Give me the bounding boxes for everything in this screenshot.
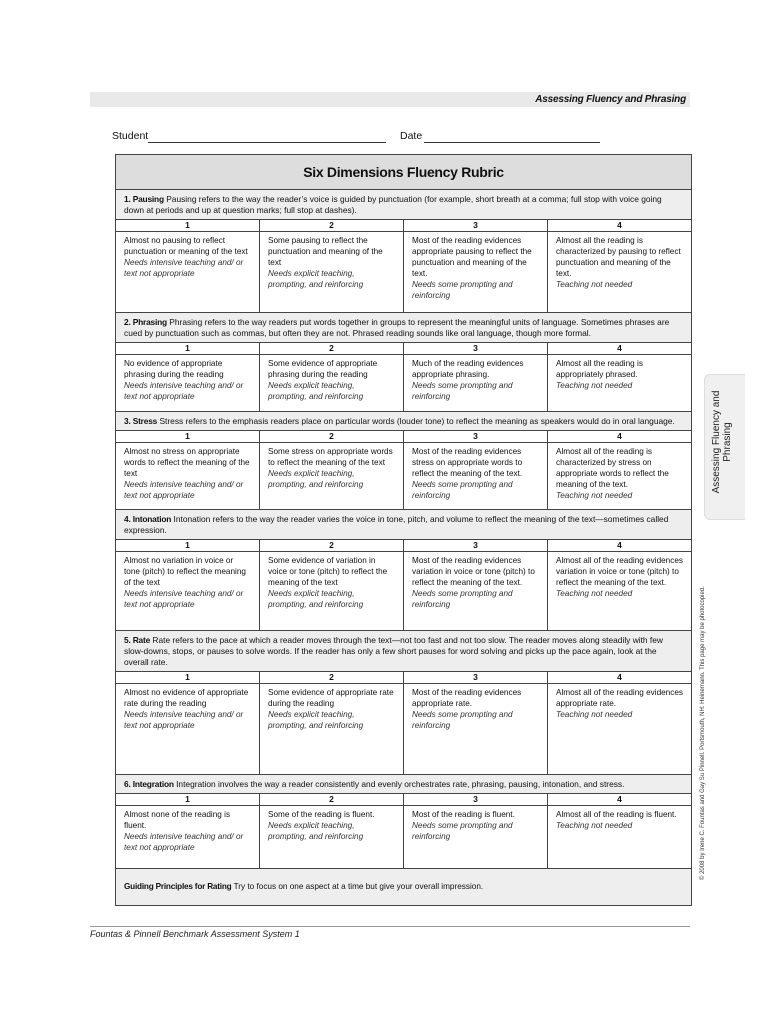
rating-cell[interactable] (548, 552, 691, 630)
rating-cell[interactable] (548, 232, 691, 312)
rating-description: Some stress on appropriate words to reflect the meaning of the text (268, 447, 393, 467)
rating-number: 2 (260, 672, 403, 684)
rating-cell[interactable] (260, 806, 403, 868)
rating-number: 1 (116, 540, 259, 552)
section-description (116, 775, 691, 793)
rating-note: Teaching not needed (556, 821, 633, 830)
section-name: 3. Stress (124, 416, 158, 426)
rating-number: 1 (116, 220, 259, 232)
rating-column (116, 431, 259, 509)
section-desc-text: Rate refers to the pace at which a reader moves through the text—not too fast and not too slow. The reader moves along steadily with few slow-downs, stops, or pauses to solve words. If the reader has only a few short pauses for word solving and picks up the pace again, look at the overall rate. (124, 635, 663, 667)
rating-number: 3 (404, 540, 547, 552)
rating-cell[interactable] (116, 552, 259, 630)
rating-column (259, 343, 403, 411)
rating-note: Needs explicit teaching, prompting, and reinforcing (268, 821, 364, 841)
rating-note: Needs some prompting and reinforcing (412, 280, 513, 300)
rating-number: 4 (548, 343, 691, 355)
rating-column (116, 343, 259, 411)
section-description (116, 190, 691, 219)
rating-note: Teaching not needed (556, 589, 633, 598)
rating-note: Needs intensive teaching and/ or text not appropriate (124, 710, 244, 730)
rating-note: Teaching not needed (556, 710, 633, 719)
rating-column (403, 672, 547, 774)
rating-cell[interactable] (116, 355, 259, 411)
section-desc-text: Intonation refers to the way the reader varies the voice in tone, pitch, and volume to reflect the meaning of the text—sometimes called expression. (124, 514, 669, 535)
rating-note: Needs some prompting and reinforcing (412, 821, 513, 841)
rating-cell[interactable] (404, 552, 547, 630)
rating-number: 3 (404, 220, 547, 232)
rating-column (547, 672, 691, 774)
rating-note: Needs explicit teaching, prompting, and reinforcing (268, 710, 364, 730)
rating-cell[interactable] (404, 806, 547, 868)
rating-cell[interactable] (404, 232, 547, 312)
rating-description: Some evidence of appropriate phrasing during the reading (268, 359, 378, 379)
rating-column (259, 540, 403, 630)
rating-number: 2 (260, 220, 403, 232)
rating-column (116, 540, 259, 630)
rating-column (259, 220, 403, 312)
section-name: 6. Integration (124, 779, 174, 789)
rating-column (116, 794, 259, 868)
rating-number: 3 (404, 343, 547, 355)
rating-row (116, 671, 691, 775)
rating-description: Almost all of the reading evidences appropriate rate. (556, 688, 683, 708)
rating-description: Most of the reading evidences appropriate pausing to reflect the punctuation and meaning of the text. (412, 236, 532, 278)
section-name: 5. Rate (124, 635, 151, 645)
section-name: 1. Pausing (124, 194, 164, 204)
rating-column (547, 794, 691, 868)
rating-note: Needs some prompting and reinforcing (412, 710, 513, 730)
rating-row (116, 219, 691, 313)
rating-description: Some evidence of variation in voice or tone (pitch) to reflect the meaning of the text (268, 556, 388, 587)
rating-description: Most of the reading evidences appropriate rate. (412, 688, 522, 708)
rating-description: Most of the reading evidences variation in voice or tone (pitch) to reflect the meaning of the text. (412, 556, 535, 587)
rating-description: Some evidence of appropriate rate during the reading (268, 688, 394, 708)
rating-note: Teaching not needed (556, 491, 633, 500)
guiding-text: Try to focus on one aspect at a time but give your overall impression. (233, 882, 484, 891)
rating-description: No evidence of appropriate phrasing during the reading (124, 359, 224, 379)
rating-number: 1 (116, 431, 259, 443)
copyright-notice: © 2008 by Irene C. Fountas and Gay Su Pinnell. Portsmouth, NH: Heinemann. This page may be photocopied. (700, 586, 706, 880)
rating-column (403, 431, 547, 509)
rating-column (259, 672, 403, 774)
rating-column (403, 540, 547, 630)
rating-column (547, 431, 691, 509)
rating-note: Needs some prompting and reinforcing (412, 480, 513, 500)
section-desc-text: Pausing refers to the way the reader’s voice is guided by punctuation (for example, short breath at a comma; full stop with voice going down at periods and up at question marks; full stop at dashes). (124, 194, 662, 215)
rating-description: Almost no stress on appropriate words to reflect the meaning of the text (124, 447, 250, 478)
rating-description: Almost all of the reading evidences variation in voice or tone (pitch) to reflect the meaning of the text. (556, 556, 683, 587)
rating-note: Needs intensive teaching and/ or text not appropriate (124, 258, 244, 278)
rating-description: Almost no variation in voice or tone (pitch) to reflect the meaning of the text (124, 556, 246, 587)
rating-column (547, 540, 691, 630)
rating-description: Almost all the reading is appropriately phrased. (556, 359, 643, 379)
rating-row (116, 539, 691, 631)
rating-note: Needs intensive teaching and/ or text not appropriate (124, 832, 244, 852)
rating-column (547, 343, 691, 411)
rating-description: Some of the reading is fluent. (268, 810, 375, 819)
rating-cell[interactable] (404, 443, 547, 509)
rating-note: Teaching not needed (556, 381, 633, 390)
rating-description: Almost none of the reading is fluent. (124, 810, 231, 830)
section-name: 4. Intonation (124, 514, 172, 524)
rating-note: Needs explicit teaching, prompting, and reinforcing (268, 589, 364, 609)
rating-description: Most of the reading evidences stress on appropriate words to reflect the meaning of the text. (412, 447, 523, 478)
guiding-principles (116, 869, 691, 905)
rating-column (116, 672, 259, 774)
rating-cell[interactable] (260, 355, 403, 411)
rating-column (403, 220, 547, 312)
section-description (116, 412, 691, 430)
rating-number: 3 (404, 431, 547, 443)
rating-cell[interactable] (260, 684, 403, 774)
rating-column (259, 431, 403, 509)
rating-cell[interactable] (548, 355, 691, 411)
rating-cell[interactable] (116, 684, 259, 774)
section-description (116, 313, 691, 342)
rating-number: 3 (404, 794, 547, 806)
rating-number: 1 (116, 672, 259, 684)
rating-cell[interactable] (116, 443, 259, 509)
footer-rule (90, 926, 690, 927)
section-name: 2. Phrasing (124, 317, 167, 327)
rating-column (259, 794, 403, 868)
rating-cell[interactable] (404, 355, 547, 411)
rating-note: Needs intensive teaching and/ or text not appropriate (124, 381, 244, 401)
rating-note: Needs intensive teaching and/ or text not appropriate (124, 589, 244, 609)
rating-number: 4 (548, 431, 691, 443)
section-desc-text: Integration involves the way a reader consistently and evenly orchestrates rate, phrasing, pausing, intonation, and stress. (176, 779, 625, 789)
rating-note: Needs explicit teaching, prompting, and reinforcing (268, 469, 364, 489)
rating-row (116, 793, 691, 869)
section-desc-text: Stress refers to the emphasis readers place on particular words (louder tone) to reflect the meaning as speakers would do in oral language. (159, 416, 675, 426)
rating-cell[interactable] (116, 806, 259, 868)
rating-description: Almost no pausing to reflect punctuation or meaning of the text (124, 236, 248, 256)
section-desc-text: Phrasing refers to the way readers put words together in groups to represent the meaningful units of language. Sometimes phrases are cued by punctuation such as commas, but often they are not. Phrased reading sounds like oral language, though more formal. (124, 317, 670, 338)
rating-row (116, 430, 691, 510)
rating-number: 1 (116, 794, 259, 806)
rating-note: Needs some prompting and reinforcing (412, 381, 513, 401)
rating-note: Needs explicit teaching, prompting, and reinforcing (268, 269, 364, 289)
rating-column (116, 220, 259, 312)
rating-number: 1 (116, 343, 259, 355)
rating-description: Much of the reading evidences appropriate phrasing. (412, 359, 524, 379)
rating-description: Almost all the reading is characterized by pausing to reflect punctuation and meaning of the text. (556, 236, 681, 278)
rating-number: 2 (260, 431, 403, 443)
rating-column (547, 220, 691, 312)
rating-description: Almost no evidence of appropriate rate during the reading (124, 688, 249, 708)
rating-note: Needs intensive teaching and/ or text not appropriate (124, 480, 244, 500)
date-label: Date (400, 130, 423, 142)
rating-cell[interactable] (548, 806, 691, 868)
date-line[interactable] (424, 142, 600, 143)
rating-note: Needs some prompting and reinforcing (412, 589, 513, 609)
rating-number: 4 (548, 540, 691, 552)
section-description (116, 510, 691, 539)
rating-number: 2 (260, 343, 403, 355)
rating-column (403, 794, 547, 868)
rating-number: 3 (404, 672, 547, 684)
rubric-sections (116, 190, 691, 869)
rating-number: 4 (548, 672, 691, 684)
guiding-label: Guiding Principles for Rating (124, 882, 232, 891)
rating-cell[interactable] (116, 232, 259, 312)
rating-description: Most of the reading is fluent. (412, 810, 515, 819)
rating-note: Needs explicit teaching, prompting, and reinforcing (268, 381, 364, 401)
rating-number: 2 (260, 794, 403, 806)
rating-cell[interactable] (548, 684, 691, 774)
rating-cell[interactable] (260, 552, 403, 630)
page-header-title: Assessing Fluency and Phrasing (535, 94, 686, 105)
fluency-rubric-table (115, 154, 692, 906)
section-description (116, 631, 691, 671)
rating-row (116, 342, 691, 412)
side-tab-label: Assessing Fluency and Phrasing (711, 390, 733, 494)
rating-cell[interactable] (404, 684, 547, 774)
rating-description: Almost all of the reading is fluent. (556, 810, 677, 819)
rating-note: Teaching not needed (556, 280, 633, 289)
student-label: Student (112, 130, 149, 142)
rating-cell[interactable] (548, 443, 691, 509)
rating-number: 4 (548, 794, 691, 806)
rating-number: 2 (260, 540, 403, 552)
rubric-title: Six Dimensions Fluency Rubric (116, 155, 691, 190)
rating-cell[interactable] (260, 443, 403, 509)
rating-description: Some pausing to reflect the punctuation and meaning of the text (268, 236, 383, 267)
rating-column (403, 343, 547, 411)
rating-number: 4 (548, 220, 691, 232)
rating-cell[interactable] (260, 232, 403, 312)
rating-description: Almost all of the reading is characterized by stress on appropriate words to reflect the meaning of the text. (556, 447, 669, 489)
footer-text: Fountas & Pinnell Benchmark Assessment System 1 (90, 929, 300, 939)
student-line[interactable] (148, 142, 386, 143)
